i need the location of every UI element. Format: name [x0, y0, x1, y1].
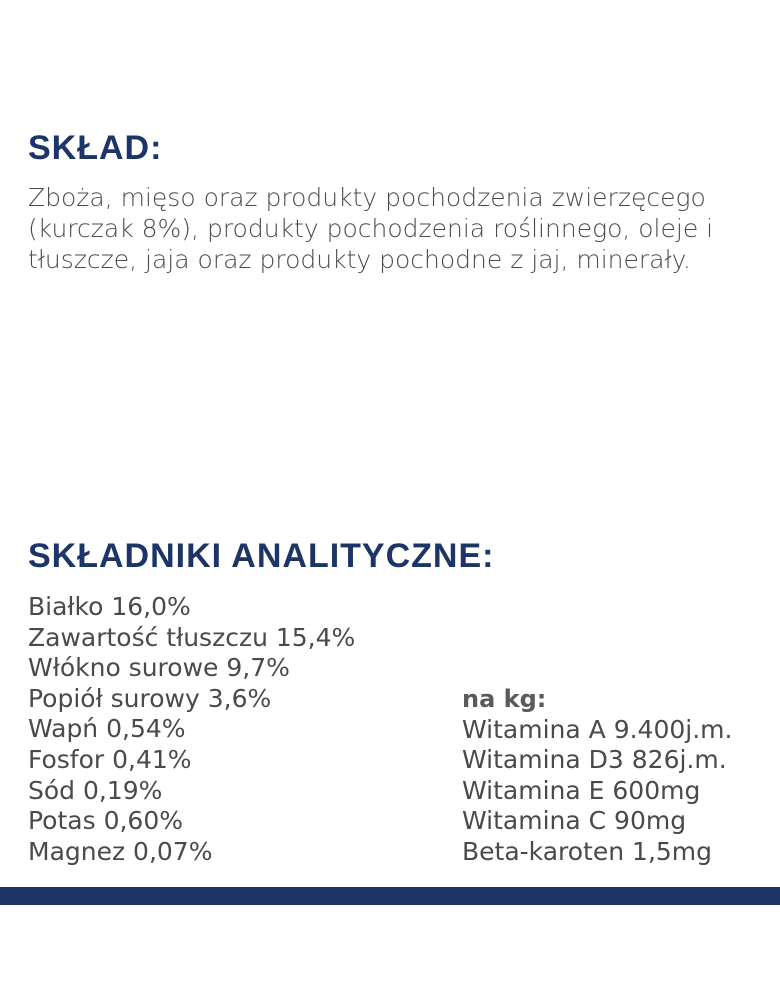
vitamins-list	[462, 684, 732, 868]
list-item: Fosfor 0,41%	[28, 744, 192, 774]
list-item: Witamina A 9.400j.m.	[462, 714, 733, 744]
list-item: Białko 16,0%	[28, 592, 191, 621]
vitamins-title: na kg:	[462, 685, 547, 713]
list-item: Wapń 0,54%	[28, 714, 186, 744]
composition-text: Zboża, mięso oraz produkty pochodzenia zwierzęcego (kurczak 8%), produkty pochodzenia roślinnego, oleje i tłuszcze, jaja oraz produkty pochodne z jaj, minerały.	[28, 183, 714, 274]
list-item: Sód 0,19%	[28, 775, 163, 805]
list-item: Potas 0,60%	[28, 806, 183, 836]
list-item: Popiół surowy 3,6%	[28, 683, 272, 713]
list-item: Magnez 0,07%	[28, 836, 213, 866]
bottom-divider-bar	[0, 887, 780, 905]
list-item: Witamina C 90mg	[462, 806, 687, 836]
composition-heading: SKŁAD:	[28, 129, 163, 167]
list-item: Witamina E 600mg	[462, 775, 701, 805]
list-item: Witamina D3 826j.m.	[462, 745, 727, 775]
list-item: Zawartość tłuszczu 15,4%	[28, 622, 356, 652]
analytical-constituents-list	[28, 592, 355, 867]
list-item: Włókno surowe 9,7%	[28, 653, 290, 683]
list-item: Beta-karoten 1,5mg	[462, 836, 713, 866]
analytical-constituents-heading: SKŁADNIKI ANALITYCZNE:	[28, 537, 495, 575]
